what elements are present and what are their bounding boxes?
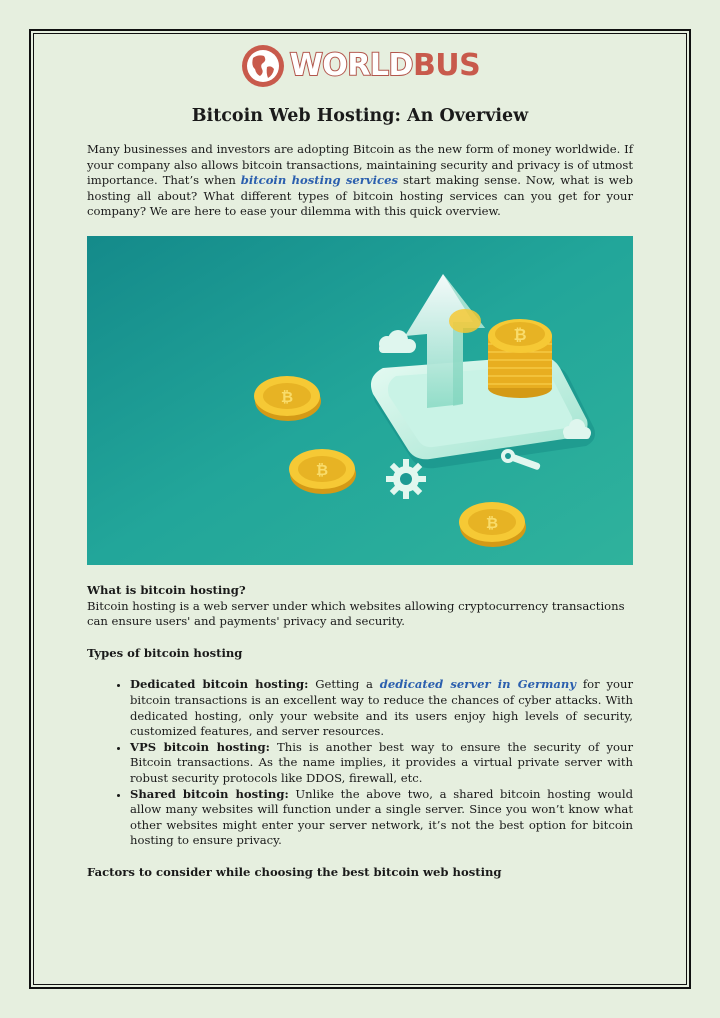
globe-icon bbox=[240, 43, 286, 89]
shared-label: Shared bitcoin hosting: bbox=[130, 786, 289, 801]
shared-text: Unlike the above two, a shared bitcoin hosting would allow many websites will function under a single server. Since you won’t know what other websites might enter your server network, it’s not the best option for bitcoin hosting to ensure privacy. bbox=[130, 786, 634, 848]
bitcoin-hosting-services-link[interactable]: bitcoin hosting services bbox=[240, 173, 398, 188]
brand-part-world: WORLD bbox=[289, 48, 413, 83]
vps-text: This is another best way to ensure the security of your Bitcoin transactions. As the name implies, it provides a virtual private server with robust security protocols like DDOS, firewall, etc. bbox=[130, 739, 633, 785]
what-is-heading: What is bitcoin hosting? bbox=[87, 582, 246, 597]
factors-heading: Factors to consider while choosing the best bitcoin web hosting bbox=[87, 864, 502, 879]
hero-illustration bbox=[87, 236, 633, 565]
dedicated-server-germany-link[interactable]: dedicated server in Germany bbox=[379, 677, 577, 692]
types-list bbox=[87, 677, 633, 849]
page-title: Bitcoin Web Hosting: An Overview bbox=[191, 106, 529, 126]
coin-bottom bbox=[459, 502, 526, 547]
intro-paragraph bbox=[87, 142, 633, 220]
dedicated-label: Dedicated bitcoin hosting: bbox=[130, 677, 309, 692]
worldbus-logo[interactable] bbox=[87, 40, 633, 92]
document-page bbox=[87, 40, 633, 896]
svg-text:₿: ₿ bbox=[485, 513, 499, 532]
list-item-shared bbox=[130, 787, 633, 849]
coin-middle bbox=[289, 449, 356, 494]
intro-text-before: Many businesses and investors are adopting Bitcoin as the new form of money worldwide. If your company also allows bitcoin transactions, maintaining security and privacy is of utmost importance. That’s when bbox=[87, 142, 633, 188]
what-is-answer: Bitcoin hosting is a web server under which websites allowing cryptocurrency transactions can ensure users' and payments' privacy and security. bbox=[87, 598, 625, 629]
dedicated-text: for your bitcoin transactions is an excellent way to reduce the chances of cyber attacks. With dedicated hosting, only your website and its users enjoy high levels of security, customized features, and server resources. bbox=[130, 677, 633, 739]
intro-text-after: start making sense. Now, what is web hosting all about? What different types of bitcoin hosting services can you get for your company? We are here to ease your dilemma with this quick overview. bbox=[87, 173, 633, 219]
types-heading: Types of bitcoin hosting bbox=[87, 645, 243, 660]
svg-text:₿: ₿ bbox=[513, 324, 527, 344]
coin-left bbox=[254, 376, 321, 421]
dedicated-pre: Getting a bbox=[308, 677, 380, 692]
svg-text:₿: ₿ bbox=[315, 460, 329, 479]
list-item-dedicated bbox=[130, 677, 633, 739]
coin-stack bbox=[488, 319, 552, 398]
vps-label: VPS bitcoin hosting: bbox=[130, 739, 270, 754]
brand-name bbox=[289, 48, 481, 83]
brand-part-bus: BUS bbox=[412, 48, 481, 83]
gear-icon bbox=[386, 459, 426, 499]
list-item-vps bbox=[130, 740, 633, 787]
svg-text:₿: ₿ bbox=[280, 387, 294, 406]
